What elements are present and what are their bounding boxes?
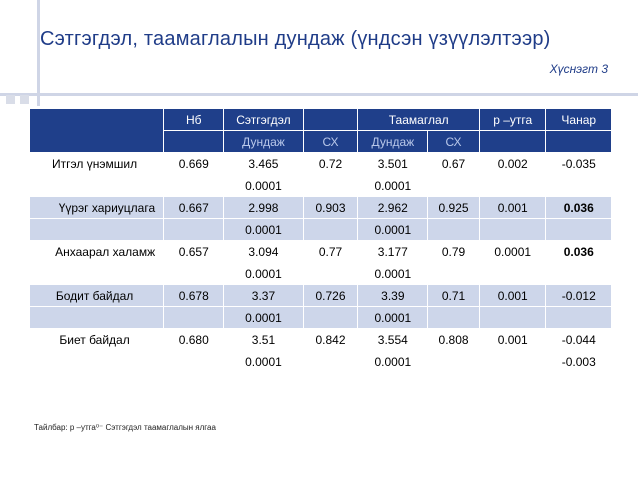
header-empty [303, 109, 358, 131]
cell-sub-1: 0.0001 [224, 175, 303, 197]
page-title: Сэтгэгдэл, таамаглалын дундаж (үндсэн үзүүлэлтээр) [40, 28, 551, 50]
cell-p: 0.0001 [479, 241, 546, 263]
cell-chanar: 0.036 [546, 241, 612, 263]
results-table [29, 108, 612, 373]
table-subrow [30, 219, 612, 241]
header-empty [546, 131, 612, 153]
row-label: Биет байдал [30, 329, 164, 351]
table-row [30, 285, 612, 307]
cell-mean-1: 3.465 [224, 153, 303, 175]
cell-chanar: -0.035 [546, 153, 612, 175]
table-subrow [30, 263, 612, 285]
cell-mean-2: 3.177 [358, 241, 428, 263]
table-subrow [30, 175, 612, 197]
decor-horizontal-line [0, 93, 638, 96]
header-dundaj: Дундаж [224, 131, 303, 153]
cell-mean-1: 2.998 [224, 197, 303, 219]
header-setgegdel: Сэтгэгдэл [224, 109, 303, 131]
cell-nb: 0.680 [164, 329, 224, 351]
cell-sub-2: 0.0001 [358, 175, 428, 197]
cell-sx-2: 0.67 [428, 153, 480, 175]
cell-sub-1: 0.0001 [224, 219, 303, 241]
row-label: Анхаарал халамж [30, 241, 164, 263]
header-empty [479, 131, 546, 153]
table-row [30, 241, 612, 263]
cell-sx-1: 0.842 [303, 329, 358, 351]
cell-sub-1: 0.0001 [224, 263, 303, 285]
decor-square [6, 95, 15, 104]
cell-sub-3 [546, 219, 612, 241]
header-taamaglal: Таамаглал [358, 109, 479, 131]
cell-sub-3 [546, 263, 612, 285]
table-subrow [30, 351, 612, 373]
cell-mean-1: 3.51 [224, 329, 303, 351]
cell-mean-1: 3.094 [224, 241, 303, 263]
cell-sx-1: 0.72 [303, 153, 358, 175]
cell-sub-3 [546, 175, 612, 197]
header-chanar: Чанар [546, 109, 612, 131]
cell-sub-3 [546, 307, 612, 329]
decor-vertical-line [37, 0, 40, 106]
table-row [30, 329, 612, 351]
cell-mean-2: 3.501 [358, 153, 428, 175]
cell-sub-2: 0.0001 [358, 219, 428, 241]
cell-p: 0.001 [479, 285, 546, 307]
decor-square [20, 95, 29, 104]
row-label: Бодит байдал [30, 285, 164, 307]
cell-chanar: -0.044 [546, 329, 612, 351]
table-row [30, 197, 612, 219]
cell-sx-2: 0.79 [428, 241, 480, 263]
cell-chanar: 0.036 [546, 197, 612, 219]
table-subrow [30, 307, 612, 329]
table-caption: Хүснэгт 3 [549, 62, 608, 76]
cell-nb: 0.667 [164, 197, 224, 219]
cell-nb: 0.657 [164, 241, 224, 263]
cell-sx-2: 0.808 [428, 329, 480, 351]
cell-sx-2: 0.925 [428, 197, 480, 219]
cell-mean-2: 3.554 [358, 329, 428, 351]
header-sx: СХ [303, 131, 358, 153]
cell-nb: 0.678 [164, 285, 224, 307]
cell-mean-2: 3.39 [358, 285, 428, 307]
cell-sub-1: 0.0001 [224, 351, 303, 373]
cell-p: 0.001 [479, 197, 546, 219]
footnote: Тайлбар: р –утга⁰⁻ Сэтгэгдэл таамаглалын ялгаа [34, 423, 216, 432]
cell-mean-1: 3.37 [224, 285, 303, 307]
cell-nb: 0.669 [164, 153, 224, 175]
cell-sx-2: 0.71 [428, 285, 480, 307]
cell-sub-2: 0.0001 [358, 263, 428, 285]
cell-chanar: -0.012 [546, 285, 612, 307]
cell-sub-3: -0.003 [546, 351, 612, 373]
cell-sx-1: 0.77 [303, 241, 358, 263]
cell-p: 0.002 [479, 153, 546, 175]
header-empty [30, 109, 164, 153]
cell-p: 0.001 [479, 329, 546, 351]
cell-sub-2: 0.0001 [358, 351, 428, 373]
header-empty [164, 131, 224, 153]
cell-mean-2: 2.962 [358, 197, 428, 219]
header-nb: Нб [164, 109, 224, 131]
header-p-value: р –утга [479, 109, 546, 131]
table-header-row [30, 109, 612, 131]
row-label: Итгэл үнэмшил [30, 153, 164, 175]
cell-sx-1: 0.726 [303, 285, 358, 307]
cell-sx-1: 0.903 [303, 197, 358, 219]
header-dundaj-2: Дундаж [358, 131, 428, 153]
table-row [30, 153, 612, 175]
row-label: Үүрэг хариуцлага [30, 197, 164, 219]
cell-sub-1: 0.0001 [224, 307, 303, 329]
header-sx-2: СХ [428, 131, 480, 153]
cell-sub-2: 0.0001 [358, 307, 428, 329]
